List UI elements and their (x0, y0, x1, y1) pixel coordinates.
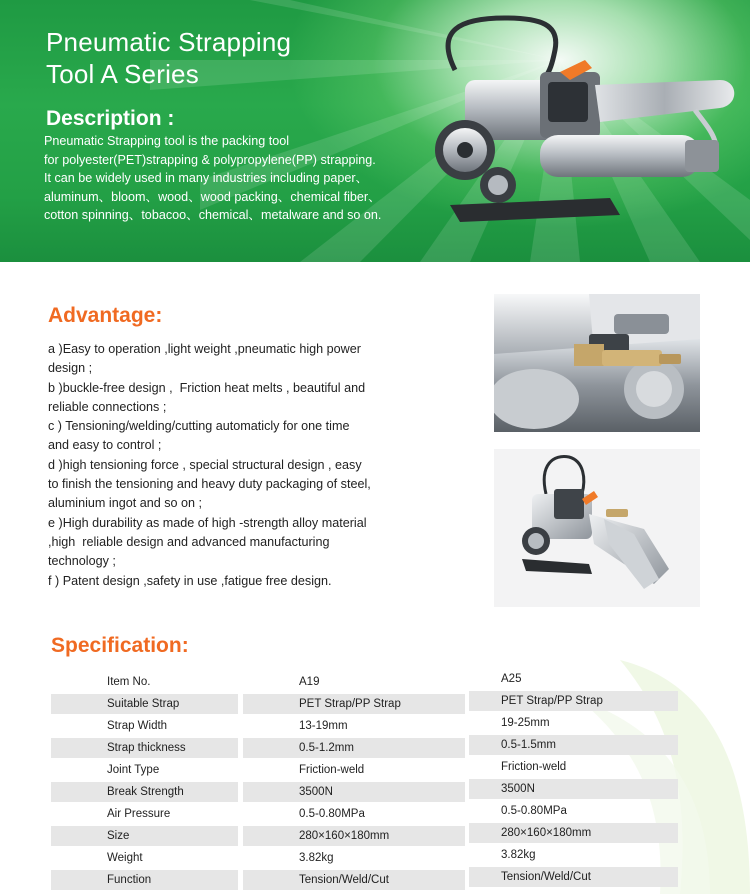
advantage-line: technology ; (48, 554, 116, 569)
spec-label: Joint Type (107, 764, 160, 776)
description-line: It can be widely used in many industries including paper、 (44, 171, 369, 185)
spec-a25-value: 280×160×180mm (469, 823, 678, 843)
spec-a19-value: A19 (299, 676, 320, 688)
tool-overview-photo (494, 449, 700, 607)
spec-label: Weight (107, 852, 143, 864)
spec-a19-value: Friction-weld (299, 764, 365, 776)
spec-a25-value: 19-25mm (501, 717, 550, 729)
description-line: for polyester(PET)strapping & polypropylene(PP) strapping. (44, 152, 376, 167)
spec-a25-value: 3.82kg (501, 849, 536, 861)
advantage-line: e )High durability as made of high -strength alloy material (48, 515, 367, 530)
spec-a25-value: Friction-weld (501, 761, 567, 773)
hero-banner (0, 0, 750, 262)
air-connector-illustration (494, 294, 700, 432)
product-title (46, 26, 291, 90)
description-line: Pneumatic Strapping tool is the packing tool (44, 134, 290, 148)
spec-a25-value: Tension/Weld/Cut (469, 867, 678, 887)
spec-a19-value: 3500N (243, 782, 465, 802)
description-line: cotton spinning、tobacoo、chemical、metalware and so on. (44, 208, 382, 222)
spec-a19-value: 0.5-0.80MPa (299, 808, 365, 820)
spec-label: Strap thickness (51, 738, 238, 758)
advantage-line: d )high tensioning force , special structural design , easy (48, 457, 362, 472)
spec-a19-value: PET Strap/PP Strap (243, 694, 465, 714)
advantage-heading: Advantage: (48, 304, 163, 327)
spec-a25-value: A25 (501, 673, 522, 685)
spec-a19-value: 3.82kg (299, 852, 334, 864)
spec-a19-value: 280×160×180mm (243, 826, 465, 846)
strapping-tool-image (420, 10, 750, 250)
advantage-line: f ) Patent design ,safety in use ,fatigue free design. (48, 573, 332, 588)
description-line: aluminum、bloom、wood、wood packing、chemical fiber、 (44, 189, 381, 204)
advantage-line: design ; (48, 361, 93, 376)
advantage-line: ,high reliable design and advanced manufacturing (48, 534, 330, 549)
advantage-line: reliable connections ; (48, 399, 167, 414)
advantage-line: to finish the tensioning and heavy duty packaging of steel, (48, 477, 371, 492)
spec-a19-value: 0.5-1.2mm (243, 738, 465, 758)
product-title-line-1: Pneumatic Strapping (46, 27, 292, 57)
spec-a25-value: 3500N (469, 779, 678, 799)
advantage-line: and easy to control ; (48, 438, 162, 453)
advantage-line: aluminium ingot and so on ; (48, 496, 203, 511)
spec-a25-value: 0.5-0.80MPa (501, 805, 567, 817)
description-heading: Description : (46, 107, 175, 130)
specification-table (51, 672, 678, 892)
tool-overview-illustration (494, 449, 700, 607)
spec-label: Suitable Strap (51, 694, 238, 714)
spec-a19-value: Tension/Weld/Cut (243, 870, 465, 890)
spec-label: Size (51, 826, 238, 846)
product-title-line-2: Tool A Series (46, 59, 199, 89)
spec-a19-value: 13-19mm (299, 720, 348, 732)
advantage-line: b )buckle-free design , Friction heat melts , beautiful and (48, 380, 366, 395)
spec-label: Break Strength (51, 782, 238, 802)
spec-label: Strap Width (107, 720, 168, 732)
spec-a25-value: 0.5-1.5mm (469, 735, 678, 755)
advantage-line: c ) Tensioning/welding/cutting automaticly for one time (48, 419, 350, 434)
spec-label: Item No. (107, 676, 151, 688)
specification-heading: Specification: (51, 634, 189, 657)
air-connector-photo (494, 294, 700, 432)
advantage-list (48, 340, 418, 591)
description-text (44, 132, 424, 225)
spec-label: Function (51, 870, 238, 890)
spec-label: Air Pressure (107, 808, 171, 820)
table-row (51, 870, 678, 892)
spec-a25-value: PET Strap/PP Strap (469, 691, 678, 711)
advantage-line: a )Easy to operation ,light weight ,pneumatic high power (48, 342, 361, 356)
